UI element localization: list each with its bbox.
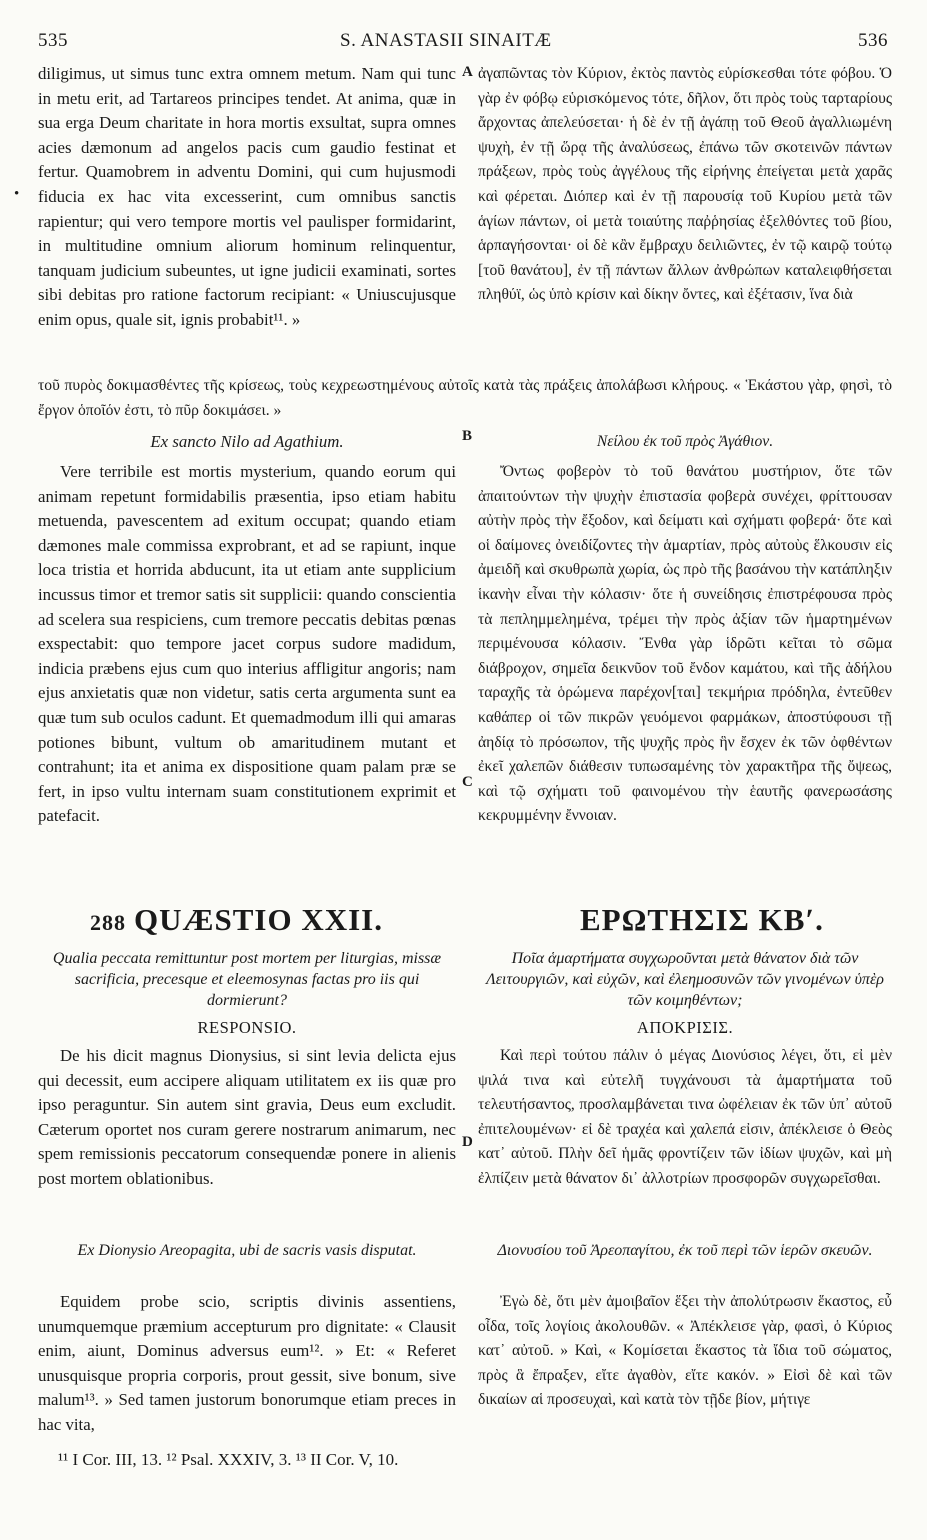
page-number-left: 535 xyxy=(38,30,68,51)
latin-top-text xyxy=(38,62,456,333)
latin-dionysius-heading: Ex Dionysio Areopagita, ubi de sacris vasis disputat. xyxy=(77,1242,417,1259)
latin-question-title-text: QUÆSTIO XXII. xyxy=(134,902,383,937)
nilus-latin-text xyxy=(38,460,456,829)
latin-response-text xyxy=(38,1044,456,1192)
latin-response-heading: RESPONSIO. xyxy=(197,1018,297,1037)
greek-response-heading: ΑΠΟΚΡΙΣΙΣ. xyxy=(636,1018,734,1037)
latin-response-paragraph: De his dicit magnus Dionysius, si sint levia delicta ejus qui decessit, eum accipere aliquam utilitatem ex iis quæ pro ipso peraguntur. Sin autem sint gravia, Deus eum excludit. Cæterum oportet nos curam gerere nostrarum animarum, nec spem remissionis peccatorum consequendæ ponere in alienis post mortem oblationibus. xyxy=(38,1046,456,1188)
column-number: 288 xyxy=(90,910,126,935)
running-title: S. ANASTASII SINAITÆ xyxy=(340,30,552,51)
margin-mark-c: C xyxy=(462,774,473,790)
greek-top-paragraph: ἀγαπῶντας τὸν Κύριον, ἐκτὸς παντὸς εὑρίσκεσθαι τότε φόβου. Ὁ γὰρ ἐν φόβῳ εὑρισκόμενος τότε, δῆλον, ὅτι πρὸς τοὺς ταρταρίους ἄρχοντας ἀπελεύσεται· ἡ δὲ ἐν τῇ ἀγάπῃ τοῦ Θεοῦ ἀγαλλιωμένη ψυχὴ, ἐν τῇ ὥρᾳ τῆς ἀναλύσεως, ἐπάνω τῶν σκοτεινῶν πάντων πράξεων, πρὸς τοὺς ἀγγέλους τῆς εἰρήνης ἐπείγεται μετὰ χαρᾶς καὶ φέρεται. Διόπερ καὶ ἐν τῇ παρουσίᾳ τοῦ Κυρίου μετὰ τῶν ἁγίων πάντων, οἱ μετὰ τοιαύτης παῤῥησίας ἐξελθόντες τοῦ βίου, ἁρπαγήσονται· οἱ δὲ κἂν ἔμβραχυ δειλιῶντες, ἐν τῷ καιρῷ τούτῳ [τοῦ θανάτου], ἐν τῇ πάντων ἄλλων ἀνθρώπων καταλειφθήσεται πληθύϊ, ὡς ὑπὸ κρίσιν καὶ δίκην ὄντες, καὶ ἐξέτασιν, ἵνα διὰ xyxy=(478,65,892,304)
greek-dionysius-heading: Διονυσίου τοῦ Ἀρεοπαγίτου, ἐκ τοῦ περὶ τῶν ἱερῶν σκευῶν. xyxy=(497,1242,873,1259)
page-number-right: 536 xyxy=(858,30,888,51)
latin-dionysius-paragraph: Equidem probe scio, scriptis divinis assentiens, unumquemque præmium accepturum pro dignitate: « Clausit enim, aiunt, Dominus adversus eum¹². » Et: « Referet unusquisque propria corporis, prout gessit, sive bonum, sive malum¹³. » Sed tamen justorum bonorumque etiam preces in hac vita, xyxy=(38,1292,456,1434)
margin-bullet: • xyxy=(14,186,20,202)
nilus-greek-paragraph: Ὄντως φοβερὸν τὸ τοῦ θανάτου μυστήριον, ὅτε τῶν ἀπαιτούντων τὴν ψυχὴν ἐπιστασία φοβερὰ συνέχει, φρίττουσαν αὐτὴν πρὸς τὴν ἔξοδον, καὶ δείματι καὶ σχήματι φοβερά· ὅτε καὶ οἱ δαίμονες ὀνειδίζοντες τὴν ἁμαρτίαν, πρὸς αὐτοὺς ἕλκουσιν εἰς ἀμειδῆ καὶ σκυθρωπὰ χωρία, ὡς πρὸ τῆς βασάνου τὴν κατάπληξιν ἱκανὴν εἶναι τὴν κόλασιν· ὅτε ἡ συνείδησις ἐπιστρέφουσα πρὸς τὰ πεπλημμελημένα, τρέμει τὴν πρὸς ἀξίαν τῶν ἡμαρτημένων περιμένουσα κόλασιν. Ἔνθα γὰρ ἱδρῶτι κεῖται τὸ σῶμα διάβροχον, σημεῖα δεικνῦον τοῦ ἔνδον καμάτου, καὶ τῆς ἀδήλου ταραχῆς τὰ ὁρώμενα παρέχον[ται] τεκμήρια πρόδηλα, ἐντεῦθεν καθάπερ οἱ τῶν πικρῶν γευόμενοι φαρμάκων, ἀποστύφουσι τῇ ἀηδίᾳ τὸ πρόσωπον, τῆς ψυχῆς πρὸς ἣν ἔσχεν ἐκ τῶν ὀφθέντων ἐκεῖ χαλεπῶν διάθεσιν τυπωσαμένης τὸν χαρακτῆρα τῆς ὄψεως, καὶ τῷ σχήματι τοῦ φαινομένου τὴν ἑαυτῆς φανερωσάσης κεκρυμμένην ἔννοιαν. xyxy=(478,463,892,825)
margin-mark-a: A xyxy=(462,64,473,80)
margin-mark-b: B xyxy=(462,428,473,444)
greek-response-paragraph: Καὶ περὶ τούτου πάλιν ὁ μέγας Διονύσιος λέγει, ὅτι, εἰ μὲν ψιλά τινα καὶ εὐτελῆ τυγχάνουσι τὰ ἁμαρτήματα τοῦ τελευτήσαντος, προσλαμβάνεται τινα ὠφέλειαν ἐκ τῶν ὑπ᾽ αὐτοῦ ἐπιτελουμένων· εἰ δὲ τραχέα καὶ χαλεπά εἰσιν, ἀπέκλεισε ὁ Θεὸς κατ᾽ αὐτοῦ. Πλὴν δεῖ ἡμᾶς φροντίζειν τῶν ἰδίων ψυχῶν, καὶ μὴ ἐλπίζειν μετὰ θάνατον δι᾽ ἀλλοτρίων προσφορῶν συγχωρεῖσθαι. xyxy=(478,1047,892,1187)
greek-full-width-line: τοῦ πυρὸς δοκιμασθέντες τῆς κρίσεως, τοὺς κεχρεωστημένους αὐτοῖς κατὰ τὰς πράξεις ἀπολάβωσι κλήρους. « Ἑκάστου γὰρ, φησὶ, τὸ ἔργον ὁποῖόν ἐστι, τὸ πῦρ δοκιμάσει. » xyxy=(38,377,892,419)
latin-top-paragraph: diligimus, ut simus tunc extra omnem metum. Nam qui tunc in metu erit, ad Tartareos principes tendet. At anima, quæ in sua erga Deum charitate in hora mortis exsultat, supra omnes acies dæmonum ad angelos pacis cum gaudio festinat et fertur. Quamobrem in adventu Domini, qui cum hujusmodi fiducia ex hac vita excesserint, cum omnibus sanctis rapientur; qui vero tempore mortis vel paulisper formidarint, in multitudine omnium aliorum hominum relinquentur, tanquam judicium subeuntes, ut igne judicii examinati, sortes sibi debitas pro ratione factorum recipiant: « Uniuscujusque enim opus, quale sit, ignis probabit¹¹. » xyxy=(38,64,456,329)
latin-dionysius-text xyxy=(38,1290,456,1438)
nilus-greek-heading: Νείλου ἐκ τοῦ πρὸς Ἀγάθιον. xyxy=(596,433,774,450)
greek-question-subtitle: Ποῖα ἁμαρτήματα συγχωροῦνται μετὰ θάνατον διὰ τῶν Λειτουργιῶν, καὶ εὐχῶν, καὶ ἐλεημοσυνῶν τῶν γινομένων ὑπὲρ τῶν κοιμηθέντων; xyxy=(486,950,884,1009)
footnotes: ¹¹ I Cor. III, 13. ¹² Psal. XXXIV, 3. ¹³ II Cor. V, 10. xyxy=(58,1450,399,1469)
latin-question-title xyxy=(90,902,383,938)
greek-question-title: ΕΡΩΤΗΣΙΣ ΚΒʹ. xyxy=(580,902,824,937)
greek-dionysius-paragraph: Ἐγὼ δὲ, ὅτι μὲν ἀμοιβαῖον ἕξει τὴν ἀπολύτρωσιν ἕκαστος, εὖ οἶδα, τοῖς λογίοις ἀκολουθῶν. « Ἀπέκλεισε γὰρ, φασὶ, ὁ Κύριος κατ᾽ αὐτοῦ. » Καὶ, « Κομίσεται ἕκαστος τὰ ἴδια τοῦ σώματος, πρὸς ἃ ἔπραξεν, εἴτε ἀγαθὸν, εἴτε κακόν. » Εἰσὶ δὲ καὶ τῶν δικαίων αἱ προσευχαὶ, καὶ κατὰ τὸν τῇδε βίον, μήτιγε xyxy=(478,1293,892,1409)
nilus-greek-text xyxy=(478,460,892,829)
greek-dionysius-text xyxy=(478,1290,892,1413)
greek-response-text xyxy=(478,1044,892,1192)
nilus-latin-heading: Ex sancto Nilo ad Agathium. xyxy=(150,432,344,451)
greek-top-text xyxy=(478,62,892,308)
nilus-latin-paragraph: Vere terribile est mortis mysterium, quando eorum qui animam repetunt formidabilis præsentia, ipso etiam habitu metuenda, pavescentem ad exitum occupat; quando etiam dæmones male commissa exprobrant, et ad se rapiunt, inque loca tristia et horrida abducunt, ita ut etiam ante supplicium incussus timor et tremor satis sit supplicii: quando conscientia ad scelera sua respiciens, cum tremore peccatis debitas pœnas exspectabit: quo tempore jacet corpus sudore madidum, indicia præbens ejus cum quo interius affligitur angoris; nam ejus anxietatis quæ non videtur, satis certa argumenta sunt ea quæ tum sub oculos cadunt. Et quemadmodum illi qui amaras potiones bibunt, vultum ob amaritudinem mutant et contrahunt; ita et anima ex dispositione quam palam præ se fert, in ipso vultu internam suam constitutionem exprimit et patefacit. xyxy=(38,462,456,826)
latin-question-subtitle: Qualia peccata remittuntur post mortem per liturgias, missæ sacrificia, precesque et eleemosynas factas pro iis qui dormierunt? xyxy=(52,950,442,1009)
margin-mark-d: D xyxy=(462,1134,473,1150)
